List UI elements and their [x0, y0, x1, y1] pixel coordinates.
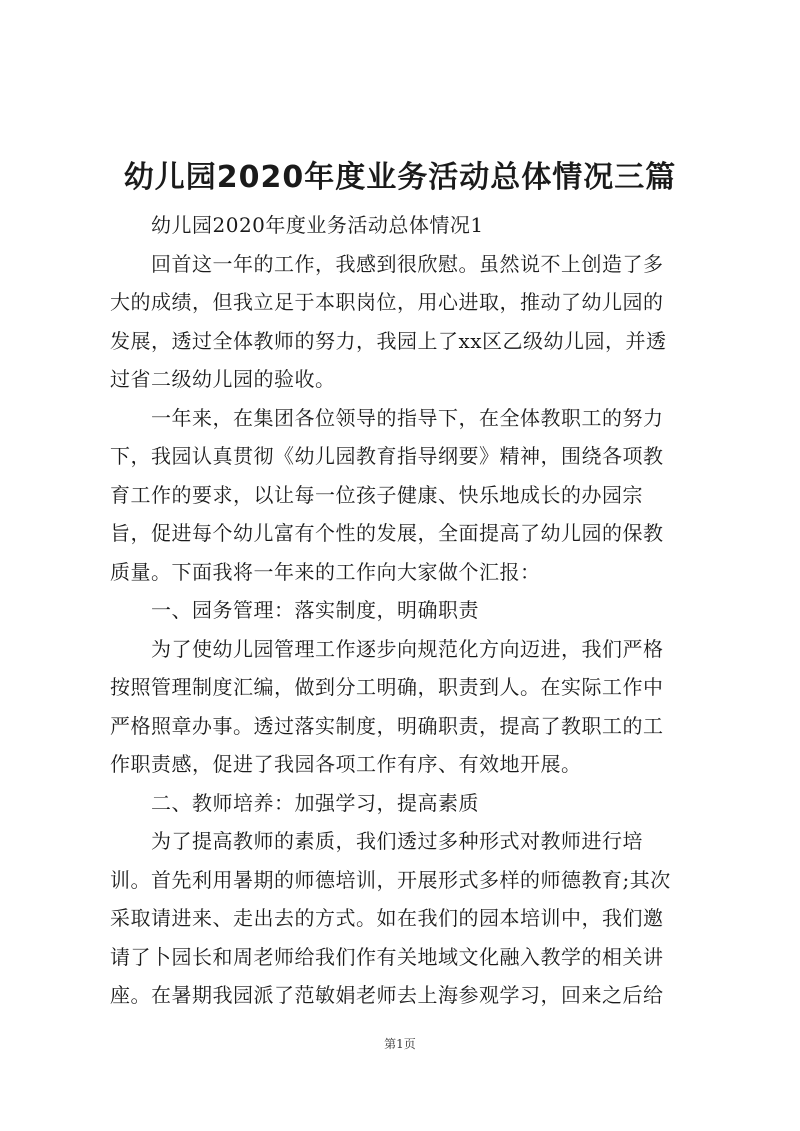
text-line: 请了卜园长和周老师给我们作有关地域文化融入教学的相关讲: [110, 944, 664, 969]
text-line: 为了使幼儿园管理工作逐步向规范化方向迈进，我们严格: [151, 636, 664, 661]
text-line: 二、教师培养：加强学习，提高素质: [151, 790, 479, 815]
text-line: 回首这一年的工作，我感到很欣慰。虽然说不上创造了多: [151, 251, 664, 276]
document-body: [110, 206, 700, 1015]
text-line: 过省二级幼儿园的验收。: [110, 367, 336, 391]
page-number: 第1页: [384, 1037, 416, 1051]
text-line: 为了提高教师的素质，我们透过多种形式对教师进行培: [151, 829, 643, 853]
text-line: 育工作的要求，以让每一位孩子健康、快乐地成长的办园宗: [110, 482, 643, 507]
text-line: 幼儿园2020年度业务活动总体情况1: [151, 213, 484, 237]
text-line: 下，我园认真贯彻《幼儿园教育指导纲要》精神，围绕各项教: [110, 444, 664, 468]
text-line: 严格照章办事。透过落实制度，明确职责，提高了教职工的工: [110, 713, 664, 738]
text-line: 质量。下面我将一年来的工作向大家做个汇报：: [110, 559, 541, 584]
text-line: 座。在暑期我园派了范敏娟老师去上海参观学习，回来之后给: [110, 983, 664, 1007]
text-line: 作职责感，促进了我园各项工作有序、有效地开展。: [110, 752, 582, 776]
text-line: 按照管理制度汇编，做到分工明确，职责到人。在实际工作中: [110, 675, 664, 699]
text-line: 发展，透过全体教师的努力，我园上了xx区乙级幼儿园，并透: [110, 328, 667, 353]
text-line: 旨，促进每个幼儿富有个性的发展，全面提高了幼儿园的保教: [110, 521, 664, 545]
text-line: 大的成绩，但我立足于本职岗位，用心进取，推动了幼儿园的: [110, 290, 664, 314]
text-line: 训。首先利用暑期的师德培训，开展形式多样的师德教育;其次: [110, 867, 671, 892]
document-title: 幼儿园2020年度业务活动总体情况三篇: [123, 160, 677, 195]
text-line: 采取请进来、走出去的方式。如在我们的园本培训中，我们邀: [110, 906, 664, 930]
text-line: 一、园务管理：落实制度，明确职责: [151, 598, 479, 622]
text-line: 一年来，在集团各位领导的指导下，在全体教职工的努力: [151, 405, 664, 430]
